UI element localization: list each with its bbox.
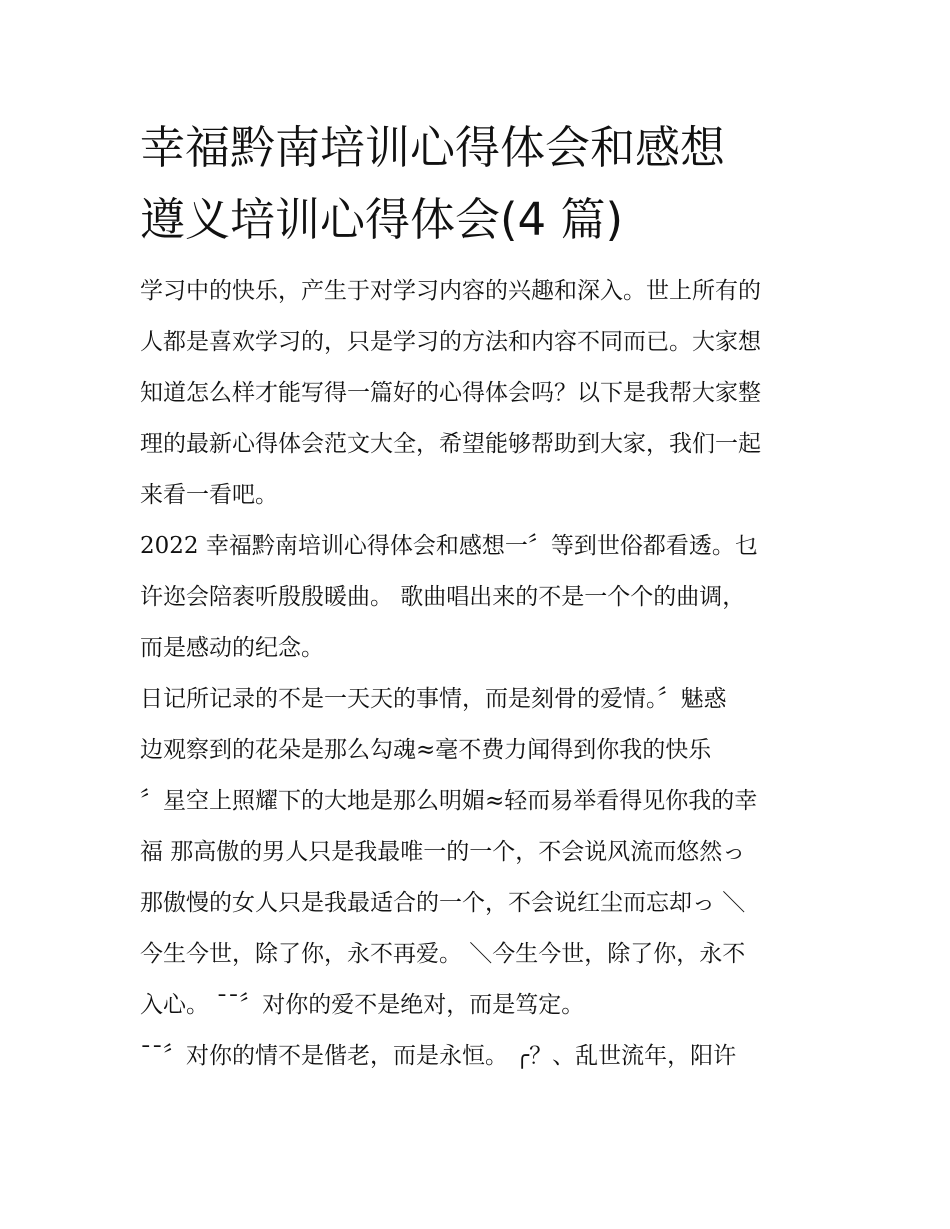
- paragraph-essay-one: [140, 521, 820, 674]
- text-line: 学习中的快乐，产生于对学习内容的兴趣和深入。世上所有的: [140, 278, 761, 304]
- text-line: 日记所记录的不是一天天的事情，而是刻骨的爱情。〞魅惑: [140, 686, 727, 712]
- text-line: 理的最新心得体会范文大全，希望能够帮助到大家，我们一起: [140, 431, 761, 457]
- text-line: 福 那高傲的男人只是我最唯一的一个，不会说风流而悠然っ: [140, 839, 746, 865]
- text-line: 知道怎么样才能写得一篇好的心得体会吗？以下是我帮大家整: [140, 380, 761, 406]
- text-line: 入心。 ¯¯〞对你的爱不是绝对，而是笃定。: [140, 992, 585, 1018]
- text-line: 来看一看吧。: [140, 482, 278, 508]
- text-line: 〞星空上照耀下的大地是那么明媚≈轻而易举看得见你我的幸: [140, 788, 758, 814]
- text-line: 2022 幸福黔南培训心得体会和感想一〞等到世俗都看透。乜: [140, 533, 758, 559]
- text-line: 人都是喜欢学习的，只是学习的方法和内容不同而已。大家想: [140, 329, 761, 355]
- paragraph-diary: [140, 674, 820, 1031]
- text-line: ¯¯〞对你的情不是偕老，而是永恒。 ╭？、乱世流年，阳许: [140, 1043, 737, 1069]
- paragraph-intro: [140, 266, 820, 521]
- document-body: [140, 112, 820, 1082]
- text-line: 许迩会陪袠听殷殷暖曲。 歌曲唱出来的不是一个个的曲调，: [140, 584, 746, 610]
- text-line: 边观察到的花朵是那么勾魂≈毫不费力闻得到你我的快乐: [140, 737, 712, 763]
- title-line: 幸福黔南培训心得体会和感想: [140, 121, 726, 174]
- text-line: 而是感动的纪念。: [140, 635, 324, 661]
- paragraph-closing: [140, 1031, 820, 1082]
- text-line: 今生今世，除了你，永不再爱。 ＼今生今世，除了你，永不: [140, 941, 746, 967]
- text-line: 那傲慢的女人只是我最适合的一个，不会说红尘而忘却っ ＼: [140, 890, 746, 916]
- title-line: 遵义培训心得体会(4 篇): [140, 193, 624, 246]
- document-title: [140, 112, 820, 256]
